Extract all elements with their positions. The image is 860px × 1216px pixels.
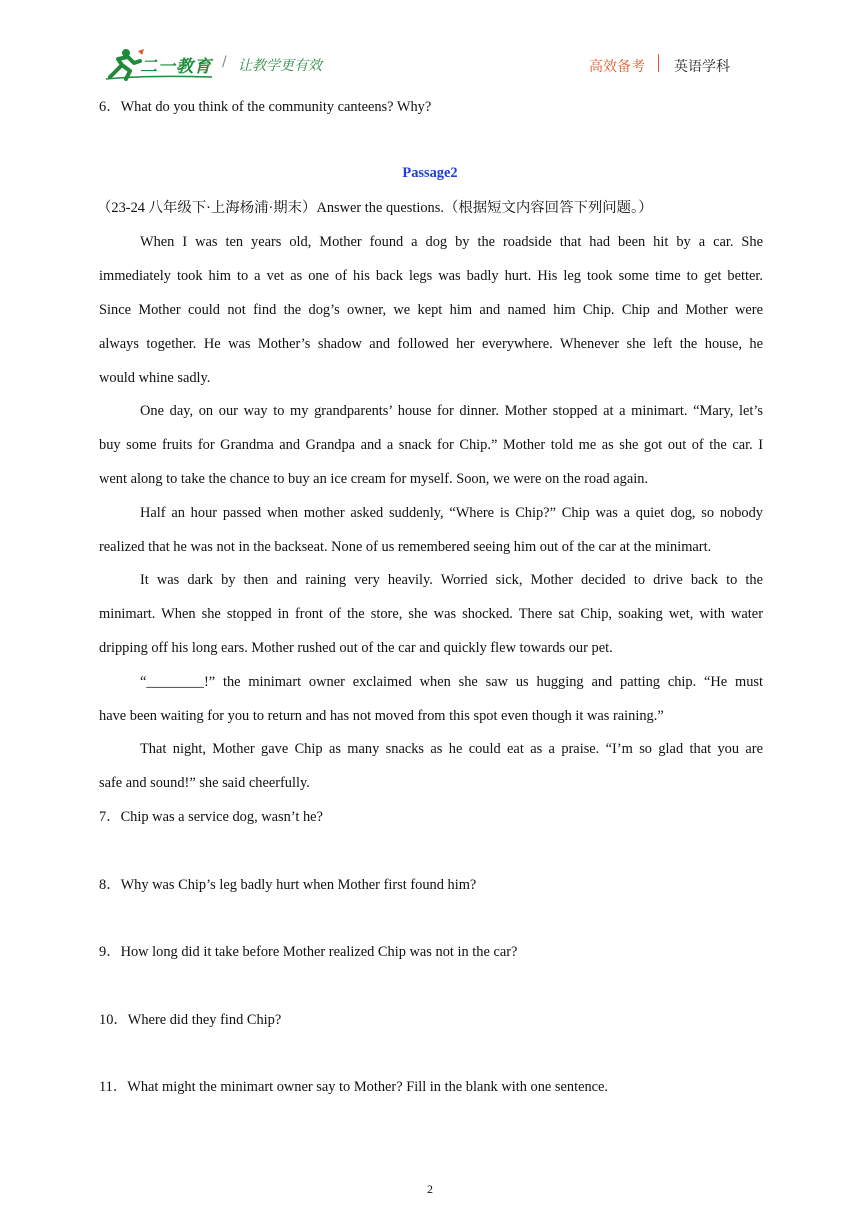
passage-line: When I was ten years old, Mother found a dog by the roadside that had been hit by a car. She: [140, 234, 763, 250]
header-slogan: 让教学更有效: [238, 58, 322, 74]
passage-title: Passage2: [402, 165, 458, 181]
passage-line: have been waiting for you to return and has not moved from this spot even though it was raining.”: [99, 708, 664, 724]
passage-line: It was dark by then and raining very heavily. Worried sick, Mother decided to drive back to the: [140, 572, 763, 588]
passage-line: safe and sound!” she said cheerfully.: [99, 775, 310, 791]
question-11: 11．What might the minimart owner say to Mother? Fill in the blank with one sentence.: [99, 1079, 609, 1095]
question-9: 9．How long did it take before Mother realized Chip was not in the car?: [99, 944, 518, 960]
passage-line: realized that he was not in the backseat. None of us remembered seeing him out of the car at the minimart.: [99, 539, 712, 555]
passage-line: Since Mother could not find the dog’s owner, we kept him and named him Chip. Chip and Mother were: [99, 302, 763, 318]
header-tag-subject: 英语学科: [674, 59, 730, 75]
passage-line: dripping off his long ears. Mother rushed out of the car and quickly flew towards our pet.: [99, 640, 613, 656]
passage-line: Half an hour passed when mother asked suddenly, “Where is Chip?” Chip was a quiet dog, so nobody: [140, 505, 763, 521]
header-tag-exam: 高效备考: [589, 59, 645, 75]
question-8: 8．Why was Chip’s leg badly hurt when Mother first found him?: [99, 877, 477, 893]
passage-line: immediately took him to a vet as one of his back legs was badly hurt. His leg took some time to get better.: [99, 268, 763, 284]
question-6: 6．What do you think of the community canteens? Why?: [99, 99, 432, 115]
header-slash: /: [222, 54, 227, 70]
passage-line: would whine sadly.: [99, 370, 211, 386]
passage-line: buy some fruits for Grandma and Grandpa and a snack for Chip.” Mother told me as she got out of the car. I: [99, 437, 763, 453]
passage-line: That night, Mother gave Chip as many snacks as he could eat as a praise. “I’m so glad that you are: [140, 741, 763, 757]
passage-line: “________!” the minimart owner exclaimed when she saw us hugging and patting chip. “He must: [140, 674, 763, 690]
page-number: 2: [427, 1182, 433, 1196]
passage-source: （23-24 八年级下·上海杨浦·期末）Answer the questions.（根据短文内容回答下列问题。）: [97, 200, 653, 216]
passage-line: One day, on our way to my grandparents’ house for dinner. Mother stopped at a minimart. “Mary, let’s: [140, 403, 763, 419]
question-10: 10．Where did they find Chip?: [99, 1012, 282, 1028]
passage-line: always together. He was Mother’s shadow and followed her everywhere. Whenever she left the house, he: [99, 336, 763, 352]
page-header: [0, 0, 860, 90]
passage-line: minimart. When she stopped in front of the store, she was shocked. There sat Chip, soaking wet, with water: [99, 606, 763, 622]
logo-text: 二一教育: [140, 57, 212, 77]
passage-line: went along to take the chance to buy an ice cream for myself. Soon, we were on the road again.: [99, 471, 649, 487]
question-7: 7．Chip was a service dog, wasn’t he?: [99, 809, 323, 825]
header-divider: [658, 54, 659, 72]
